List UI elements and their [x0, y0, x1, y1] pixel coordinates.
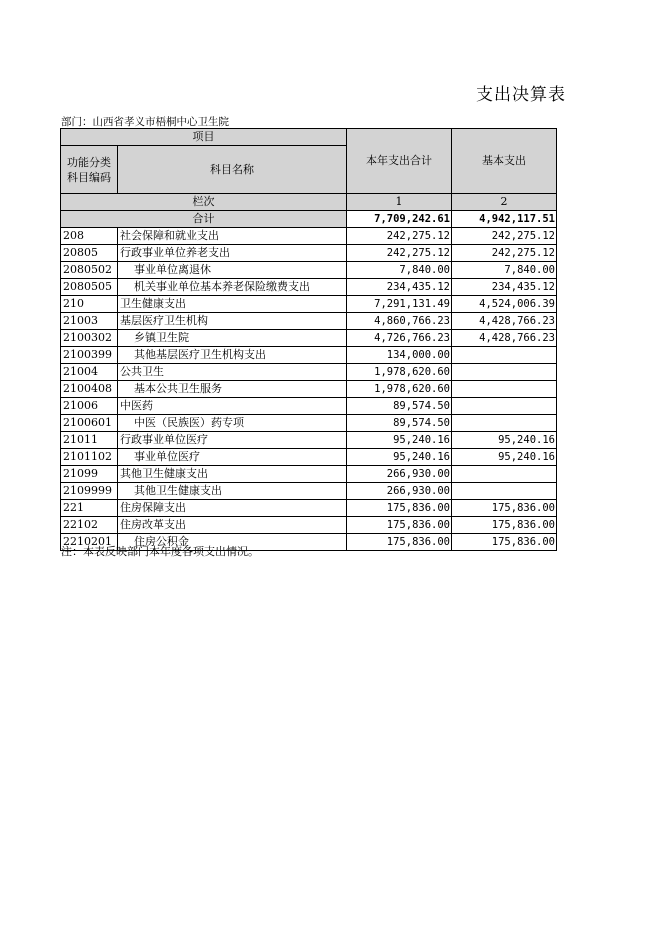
row-code: 2080505 — [61, 279, 118, 296]
table-row — [61, 398, 557, 415]
row-basic-expense — [452, 398, 557, 415]
table-row — [61, 483, 557, 500]
table-row — [61, 262, 557, 279]
row-total-expense: 1,978,620.60 — [347, 364, 452, 381]
row-subject-name: 公共卫生 — [118, 364, 347, 381]
row-total-expense: 234,435.12 — [347, 279, 452, 296]
row-subject-name: 住房保障支出 — [118, 500, 347, 517]
row-total-expense: 266,930.00 — [347, 466, 452, 483]
header-total-expense: 本年支出合计 — [347, 129, 452, 194]
row-basic-expense: 242,275.12 — [452, 245, 557, 262]
row-code: 2101102 — [61, 449, 118, 466]
row-subject-name: 其他卫生健康支出 — [118, 466, 347, 483]
table-row — [61, 296, 557, 313]
row-subject-name: 住房公积金 — [118, 534, 347, 551]
row-basic-expense — [452, 466, 557, 483]
table-row — [61, 245, 557, 262]
row-basic-expense — [452, 347, 557, 364]
row-total-expense: 175,836.00 — [347, 500, 452, 517]
row-subject-name: 卫生健康支出 — [118, 296, 347, 313]
row-subject-name: 乡镇卫生院 — [118, 330, 347, 347]
page-title: 支出决算表 — [476, 85, 566, 105]
row-basic-expense: 175,836.00 — [452, 517, 557, 534]
row-code: 20805 — [61, 245, 118, 262]
row-basic-expense — [452, 415, 557, 432]
row-code: 208 — [61, 228, 118, 245]
row-basic-expense: 7,840.00 — [452, 262, 557, 279]
row-basic-expense: 95,240.16 — [452, 449, 557, 466]
table-row — [61, 432, 557, 449]
row-code: 21099 — [61, 466, 118, 483]
row-code: 21006 — [61, 398, 118, 415]
total-expense-value: 7,709,242.61 — [347, 211, 452, 228]
row-subject-name: 其他基层医疗卫生机构支出 — [118, 347, 347, 364]
header-basic-expense: 基本支出 — [452, 129, 557, 194]
row-code: 2100408 — [61, 381, 118, 398]
row-code: 2100302 — [61, 330, 118, 347]
row-subject-name: 基本公共卫生服务 — [118, 381, 347, 398]
expense-table — [60, 128, 557, 551]
row-basic-expense: 175,836.00 — [452, 534, 557, 551]
row-basic-expense: 95,240.16 — [452, 432, 557, 449]
column-index-1: 1 — [347, 194, 452, 211]
table-row — [61, 228, 557, 245]
table-row — [61, 517, 557, 534]
row-basic-expense: 234,435.12 — [452, 279, 557, 296]
row-basic-expense: 4,428,766.23 — [452, 330, 557, 347]
table-row — [61, 279, 557, 296]
table-header — [61, 129, 557, 228]
table-row — [61, 449, 557, 466]
row-total-expense: 89,574.50 — [347, 398, 452, 415]
department-label: 部门：山西省孝义市梧桐中心卫生院 — [61, 116, 229, 128]
row-total-expense: 266,930.00 — [347, 483, 452, 500]
row-subject-name: 基层医疗卫生机构 — [118, 313, 347, 330]
row-code: 22102 — [61, 517, 118, 534]
footnote: 注：本表反映部门本年度各项支出情况。 — [61, 545, 259, 558]
table-row — [61, 330, 557, 347]
row-code: 21011 — [61, 432, 118, 449]
row-subject-name: 行政事业单位医疗 — [118, 432, 347, 449]
column-index-2: 2 — [452, 194, 557, 211]
row-basic-expense — [452, 364, 557, 381]
row-subject-name: 机关事业单位基本养老保险缴费支出 — [118, 279, 347, 296]
row-total-expense: 175,836.00 — [347, 517, 452, 534]
row-code: 21003 — [61, 313, 118, 330]
row-code: 2080502 — [61, 262, 118, 279]
column-index-label: 栏次 — [61, 194, 347, 211]
row-total-expense: 4,860,766.23 — [347, 313, 452, 330]
row-code: 210 — [61, 296, 118, 313]
row-total-expense: 7,291,131.49 — [347, 296, 452, 313]
row-code: 21004 — [61, 364, 118, 381]
row-total-expense: 242,275.12 — [347, 245, 452, 262]
table-row — [61, 500, 557, 517]
table-row — [61, 415, 557, 432]
row-basic-expense: 175,836.00 — [452, 500, 557, 517]
header-code-line2: 科目编码 — [67, 170, 111, 184]
row-total-expense: 7,840.00 — [347, 262, 452, 279]
row-subject-name: 其他卫生健康支出 — [118, 483, 347, 500]
table-row — [61, 313, 557, 330]
row-subject-name: 中医（民族医）药专项 — [118, 415, 347, 432]
row-total-expense: 242,275.12 — [347, 228, 452, 245]
row-subject-name: 事业单位离退休 — [118, 262, 347, 279]
row-code: 2210201 — [61, 534, 118, 551]
row-total-expense: 89,574.50 — [347, 415, 452, 432]
header-subject-name: 科目名称 — [118, 146, 347, 194]
table-row — [61, 466, 557, 483]
row-basic-expense: 4,428,766.23 — [452, 313, 557, 330]
row-total-expense: 95,240.16 — [347, 432, 452, 449]
row-subject-name: 住房改革支出 — [118, 517, 347, 534]
row-code: 2100601 — [61, 415, 118, 432]
row-basic-expense — [452, 483, 557, 500]
row-subject-name: 行政事业单位养老支出 — [118, 245, 347, 262]
row-code: 2100399 — [61, 347, 118, 364]
row-basic-expense: 4,524,006.39 — [452, 296, 557, 313]
row-total-expense: 95,240.16 — [347, 449, 452, 466]
row-total-expense: 134,000.00 — [347, 347, 452, 364]
row-total-expense: 4,726,766.23 — [347, 330, 452, 347]
row-basic-expense — [452, 381, 557, 398]
row-total-expense: 1,978,620.60 — [347, 381, 452, 398]
row-code: 2109999 — [61, 483, 118, 500]
header-code-line1: 功能分类 — [67, 155, 111, 169]
row-code: 221 — [61, 500, 118, 517]
header-project: 项目 — [61, 129, 347, 146]
table-row — [61, 364, 557, 381]
header-code — [61, 146, 118, 194]
total-label: 合计 — [61, 211, 347, 228]
row-subject-name: 中医药 — [118, 398, 347, 415]
table-row — [61, 381, 557, 398]
row-subject-name: 社会保障和就业支出 — [118, 228, 347, 245]
table-row — [61, 347, 557, 364]
row-total-expense: 175,836.00 — [347, 534, 452, 551]
row-basic-expense: 242,275.12 — [452, 228, 557, 245]
row-subject-name: 事业单位医疗 — [118, 449, 347, 466]
total-basic-value: 4,942,117.51 — [452, 211, 557, 228]
table-body — [61, 228, 557, 551]
